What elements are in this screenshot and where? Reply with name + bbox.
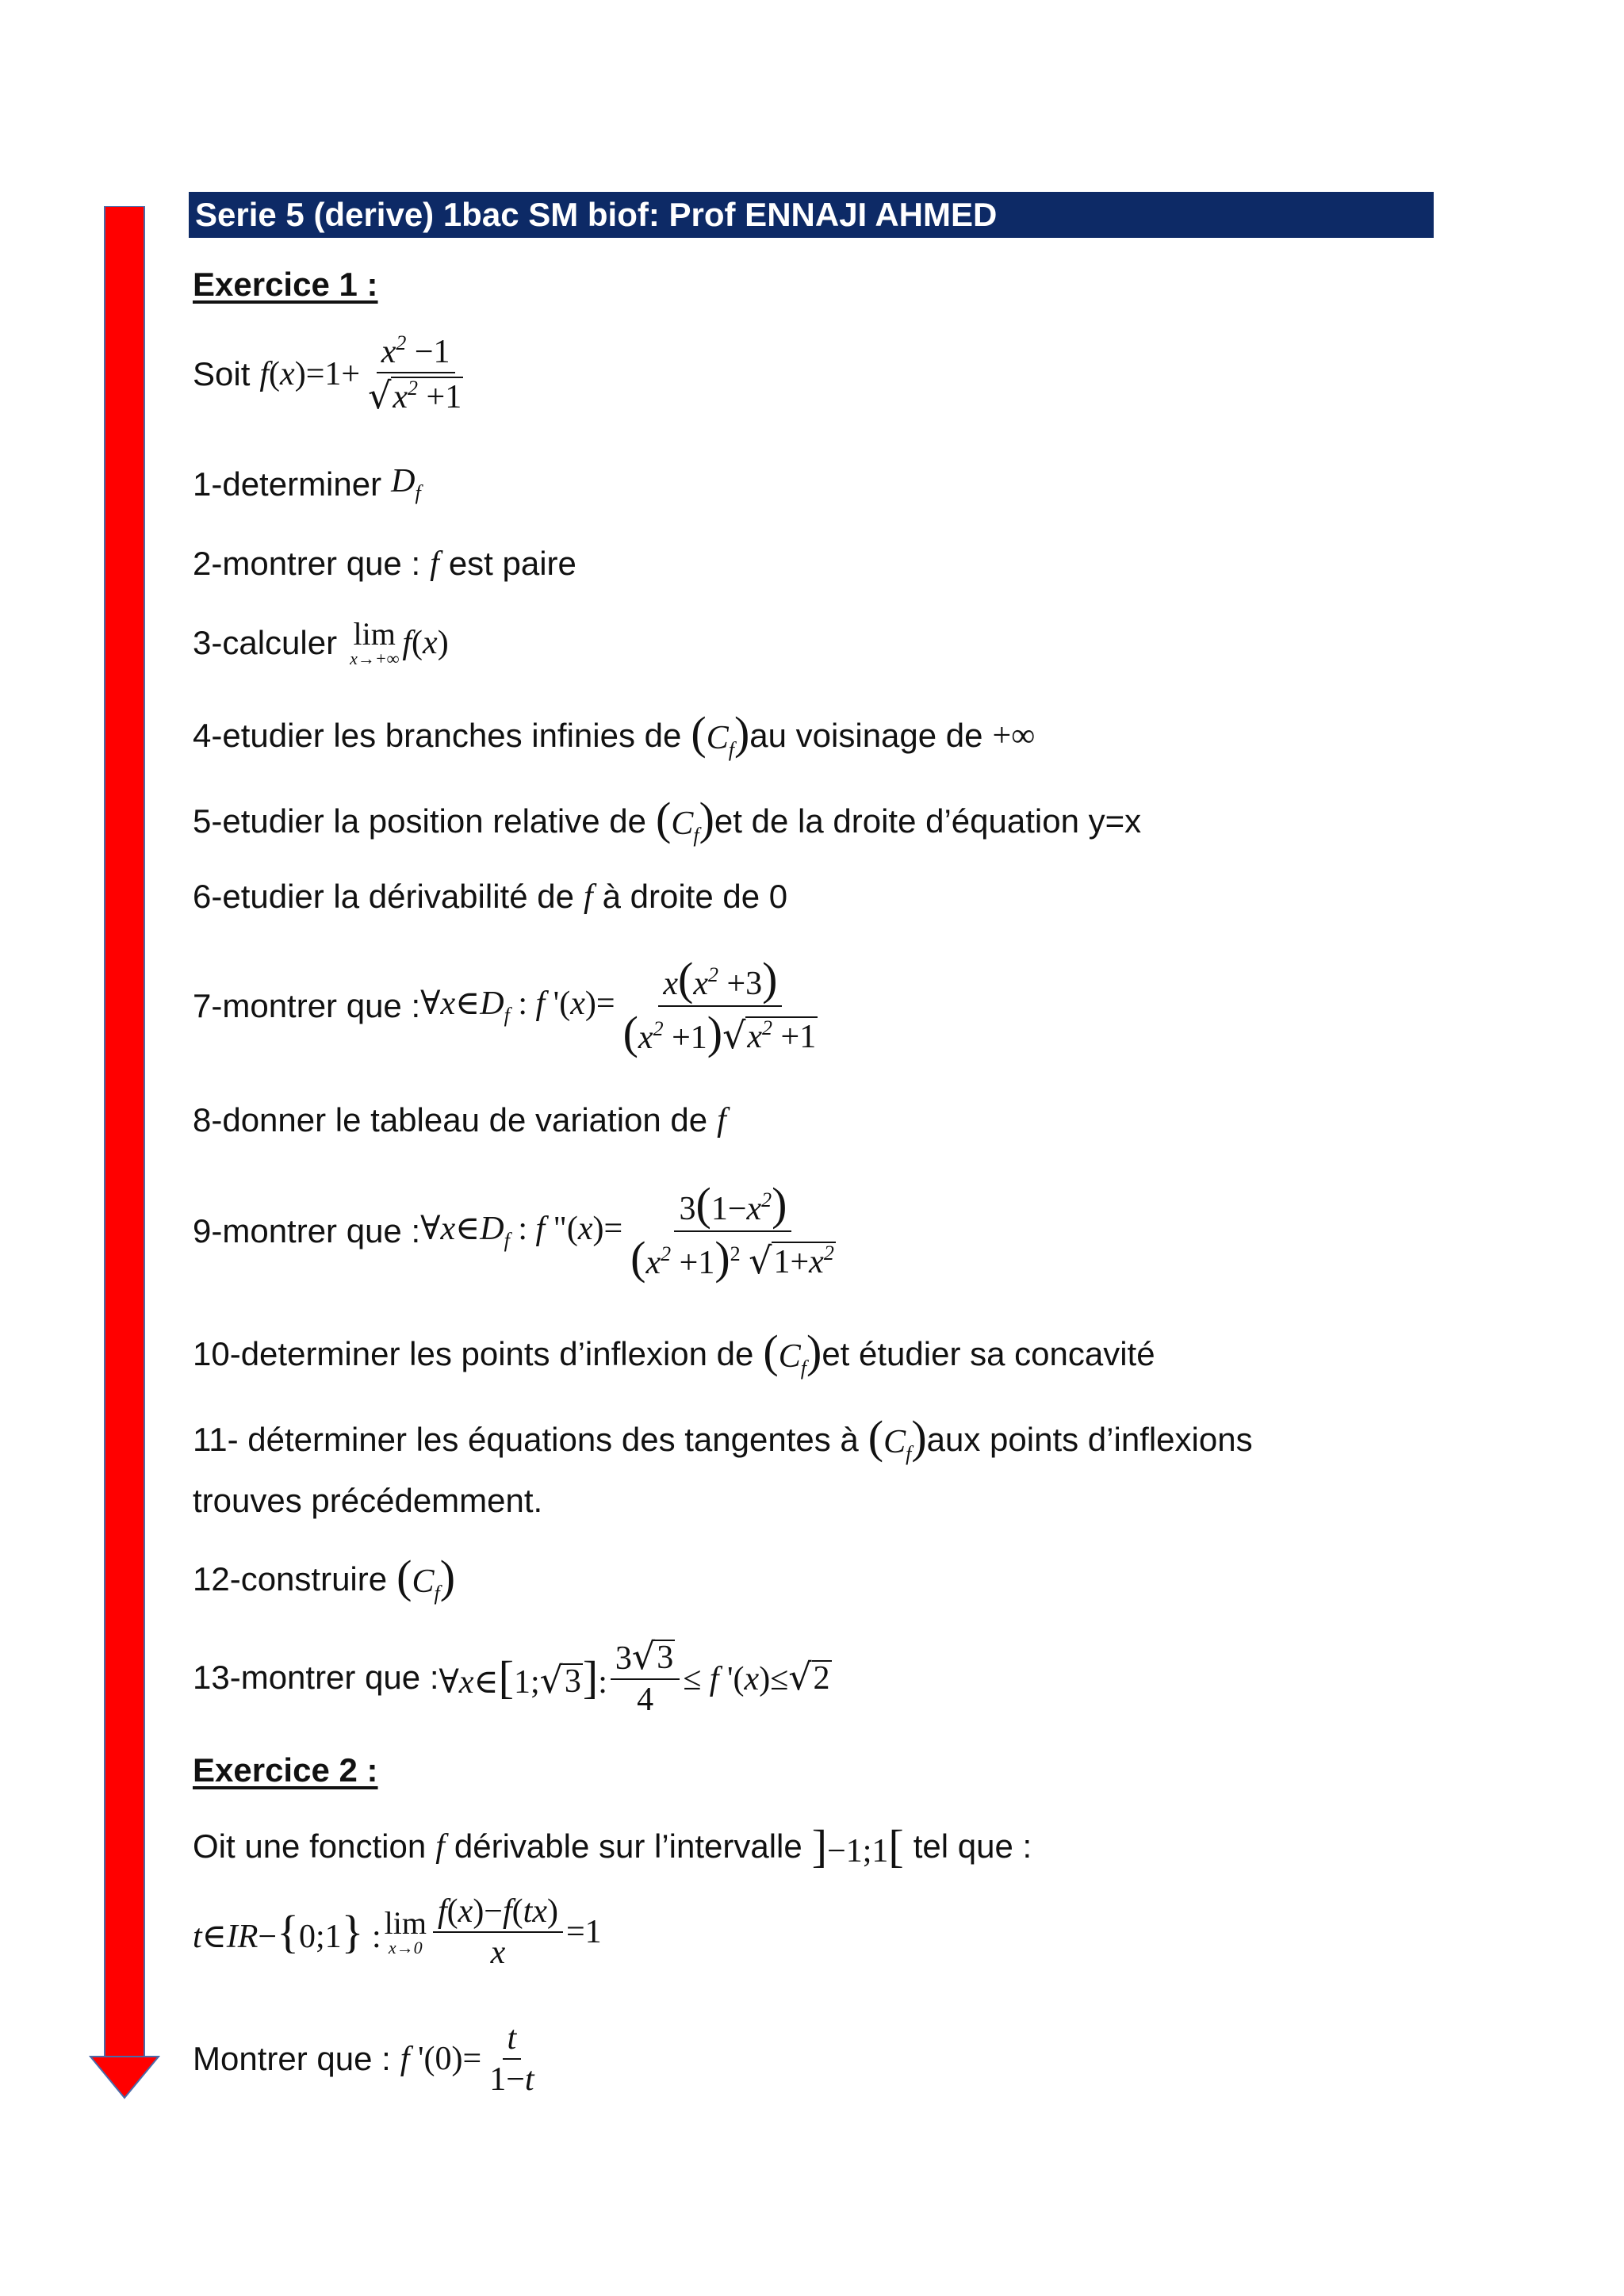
question-5 [193, 793, 1142, 847]
curve-symbol: $(C_f)$ [691, 707, 750, 761]
curve-symbol: $(C_f)$ [868, 1411, 927, 1465]
question-8 [193, 1101, 726, 1138]
f-symbol: f [430, 545, 439, 582]
question-text: 12-construire [193, 1559, 388, 1598]
question-text: et étudier sa concavité [822, 1334, 1155, 1372]
question-7 [193, 953, 825, 1058]
question-text: 8-donner le tableau de variation de [193, 1101, 708, 1138]
question-10 [193, 1326, 1155, 1380]
curve-symbol: $(C_f)$ [396, 1551, 456, 1605]
f-symbol: f [435, 1828, 445, 1865]
f-symbol: f [583, 878, 593, 915]
question-text: à droite de 0 [602, 878, 788, 915]
set-condition: t∈IR−{0;1} : [193, 1906, 381, 1957]
question-text: 1-determiner [193, 465, 382, 503]
question-text: 13-montrer que : [193, 1658, 439, 1696]
domain-symbol: $D_f$ [391, 463, 421, 504]
question-text: 9-montrer que : [193, 1212, 421, 1249]
fraction: $x^2 -1$ √ $x^2 +1$ [368, 331, 462, 417]
page-title-banner: Serie 5 (derive) 1bac SM biof: Prof ENNAJI AHMED [189, 192, 1434, 238]
question-text: 11- déterminer les équations des tangentes à [193, 1420, 859, 1458]
question-text: 2-montrer que : [193, 545, 421, 582]
curve-symbol: $(C_f)$ [656, 793, 714, 847]
fraction: $\frac{f(x)-f(tx)}{x}$ [433, 1895, 563, 1969]
inequality-formula: ∀x∈[1; √ 3 ]: [439, 1651, 607, 1703]
curve-symbol: $(C_f)$ [763, 1326, 822, 1380]
question-text: aux points d’inflexions [926, 1420, 1253, 1458]
inequality-formula-right: ≤ f '(x)≤ √ 2 [683, 1655, 830, 1698]
fraction: $3(1-x^2)$ $(x^2 +1)^2$ √ $1+x^2$ [630, 1178, 834, 1284]
question-text: 7-montrer que : [193, 987, 421, 1024]
intro-text: Oit une fonction [193, 1827, 427, 1865]
question-text: et de la droite d’équation y=x [714, 802, 1142, 840]
fraction: $\frac{t}{1-t}$ [489, 2020, 534, 2098]
fraction: $x(x^2 +3)$ $(x^2 +1)$ √ $x^2 +1$ [622, 953, 817, 1058]
intro-text: tel que : [913, 1827, 1032, 1865]
question-text: 6-etudier la dérivabilité de [193, 878, 574, 915]
limit-operator: lim x→0 [384, 1905, 427, 1957]
formula-f: f(x)=1+ [259, 355, 361, 392]
second-derivative-formula: $\forall x\in D_f$ : f "(x)= [420, 1210, 623, 1252]
question-text: 10-determiner les points d’inflexion de [193, 1334, 754, 1372]
question-2 [193, 547, 576, 580]
question-text: 5-etudier la position relative de [193, 802, 647, 840]
question-text: au voisinage de [749, 716, 983, 754]
function-definition [193, 333, 471, 415]
intro-text: dérivable sur l’intervalle [454, 1827, 802, 1865]
exercise-2-heading: Exercice 2 : [193, 1751, 378, 1789]
equals-one: =1 [565, 1914, 602, 1950]
question-3 [193, 618, 449, 668]
derivative-formula: $\forall x\in D_f$ : f '(x)= [420, 985, 615, 1027]
question-6 [193, 880, 787, 913]
question-text: est paire [448, 545, 576, 582]
question-11-continued: trouves précédemment. [193, 1482, 543, 1519]
limit-condition [193, 1895, 602, 1969]
f-symbol: f [717, 1102, 726, 1138]
derivative-at-zero: f '(0)= [400, 2041, 482, 2077]
interval: ]−1;1[ [811, 1820, 904, 1872]
question-13 [193, 1635, 832, 1718]
question-1 [193, 465, 421, 503]
limit-operator: lim x→+∞ [350, 616, 400, 668]
exercise-1-heading: Exercice 1 : [193, 266, 378, 303]
fraction: 3 √ 3 4 [611, 1638, 680, 1716]
question-text: 3-calculer [193, 624, 338, 661]
red-arrow-icon [89, 206, 160, 2101]
question-text: 4-etudier les branches infinies de [193, 716, 682, 754]
plus-infinity: +∞ [992, 717, 1036, 754]
intro-text: Soit [193, 354, 251, 392]
question-12 [193, 1551, 456, 1605]
question-9 [193, 1178, 844, 1284]
exercise-2-intro [193, 1820, 1032, 1872]
question-4 [193, 707, 1036, 761]
f-of-x: f(x) [402, 625, 449, 661]
exercise-2-conclusion [193, 2022, 542, 2096]
question-text: Montrer que : [193, 2040, 391, 2077]
question-11 [193, 1411, 1253, 1465]
